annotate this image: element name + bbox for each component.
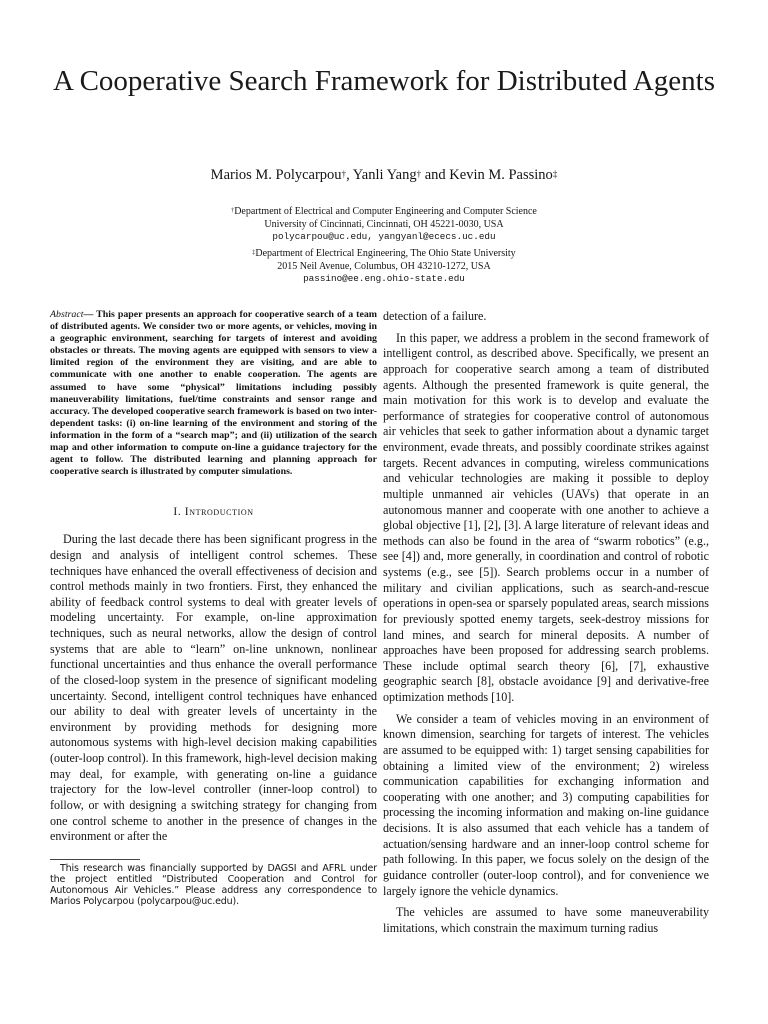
- author-separator: and: [421, 167, 450, 183]
- body-paragraph: The vehicles are assumed to have some maneuverability limitations, which constrain the maximum turning radius: [383, 905, 709, 935]
- author-name: Kevin M. Passino: [449, 167, 553, 183]
- abstract-label: Abstract: [50, 309, 84, 320]
- affiliation-block: [100, 206, 668, 244]
- abstract-text: This paper presents an approach for cooperative search of a team of distributed agents. We consider two or more agents, or vehicles, moving in a geographic environment, searching for targets of interest and avoiding obstacles or threats. The moving agents are equipped with sensors to view a limited region of the environment they are visiting, and are able to communicate with one another to enable cooperation. The agents are assumed to have some “physical” limitations including possibly maneuverability limitations, fuel/time constraints and sensor range and accuracy. The developed cooperative search framework is based on two inter-dependent tasks: (i) on-line learning of the environment and storing of the information in the form of a “search map”; and (ii) utilization of the search map and other information to compute on-line a guidance trajectory for the agent to follow. The distributed learning and planning approach for cooperative search is illustrated by computer simulations.: [50, 309, 378, 478]
- affiliation-address: University of Cincinnati, Cincinnati, OH 45221-0030, USA: [264, 218, 504, 230]
- footnote: This research was financially supported by DAGSI and AFRL under the project entitled “Distributed Cooperation and Control for Autonomous Air Vehicles.” Please address any correspondence to Marios Polycarpou (polycarpou@uc.edu).: [50, 862, 377, 908]
- affiliation-mark: †: [341, 168, 347, 179]
- affiliation-block: [100, 248, 668, 286]
- paper-title: A Cooperative Search Framework for Distributed Agents: [52, 65, 715, 97]
- section-heading: I. Introduction: [173, 506, 254, 519]
- abstract: [50, 309, 377, 478]
- right-column: [383, 309, 709, 942]
- affiliation-department: Department of Electrical and Computer Engineering and Computer Science: [234, 206, 537, 217]
- author-line: [40, 166, 728, 184]
- body-paragraph: During the last decade there has been significant progress in the design and analysis of intelligent control schemes. These techniques have enhanced the overall effectiveness of decision and control methods mainly in two frontiers. First, they enhanced the ability of feedback control systems to deal with greater levels of modeling uncertainty. For example, on-line approximation techniques, such as neural networks, allow the design of control systems that are able to “learn” on-line unknown, nonlinear functional uncertainties and thus enhance the overall performance of the closed-loop system in the presence of significant modeling uncertainty. Second, intelligent control techniques have enhanced our ability to deal with greater levels of uncertainty in the environment by providing methods for designing more autonomous systems with high-level decision making capabilities (outer-loop control). In this framework, high-level decision making may deal, for example, with generating on-line a guidance trajectory for the low-level controller (inner-loop control) to follow, or with designing a switching strategy for changing from one control scheme to another in the presence of changes in the environment or after the: [50, 532, 377, 844]
- affiliation-department: Department of Electrical Engineering, The Ohio State University: [255, 248, 516, 259]
- body-paragraph: We consider a team of vehicles moving in an environment of known dimension, searching for targets of interest. The vehicles are assumed to be equipped with: 1) target sensing capabilities for obtaining a limited view of the environment; 2) wireless communication capabilities for exchanging information and cooperating with one another; and 3) computing capabilities for processing the incoming information and making on-line guidance decisions. It is also assumed that each vehicle has a tandem of actuation/sensing hardware and an inner-loop control scheme for path following. In this paper, we focus solely on the design of the guidance controller (outer-loop control), and for convenience we largely ignore the vehicle dynamics.: [383, 711, 709, 898]
- body-paragraph: In this paper, we address a problem in the second framework of intelligent control, as described above. Specifically, we present an approach for cooperative search among a team of distributed agents. Although the presented framework is quite general, the main motivation for this work is to develop and evaluate the performance of strategies for cooperative control of autonomous air vehicles that seek to gather information about a dynamic target environment, evade threats, and possibly coordinate strikes against targets. Recent advances in computing, wireless communications and vehicular technologies are making it possible to deploy multiple unmanned air vehicles (UAVs) that operate in an autonomous manner and cooperate with one another to achieve a global objective [1], [2], [3]. A large literature of relevant ideas and methods can also be found in the area of “swarm robotics” (e.g., see [4]) and, more generally, in coordination and control of robotic systems (e.g., see [5]). Search problems occur in a number of military and civilian applications, such as search-and-rescue operations in open-sea or sparsely populated areas, search missions for previously spotted enemy targets, seek-destroy missions for land mines, and search for mineral deposits. A number of approaches have been proposed for addressing search problems. These include optimal search theory [6], [7], exhaustive geographic search [8], obstacle avoidance [9] and derivative-free optimization methods [10].: [383, 330, 709, 704]
- affiliation-email: polycarpou@uc.edu, yangyanl@ececs.uc.edu: [272, 231, 496, 242]
- affiliation-address: 2015 Neil Avenue, Columbus, OH 43210-1272, USA: [277, 260, 491, 272]
- affiliation-mark: ‡: [552, 168, 558, 179]
- author-name: Marios M. Polycarpou: [210, 167, 342, 183]
- footnote-divider: [50, 859, 140, 860]
- affiliation-mark: †: [416, 168, 422, 179]
- abstract-dash: —: [83, 309, 97, 320]
- author-name: Yanli Yang: [352, 167, 417, 183]
- body-paragraph: detection of a failure.: [383, 309, 487, 323]
- affiliation-mark: †: [231, 207, 235, 215]
- affiliation-email: passino@ee.eng.ohio-state.edu: [303, 273, 465, 284]
- left-column: [50, 309, 377, 908]
- author-separator: ,: [346, 167, 353, 183]
- affiliation-mark: ‡: [252, 249, 256, 257]
